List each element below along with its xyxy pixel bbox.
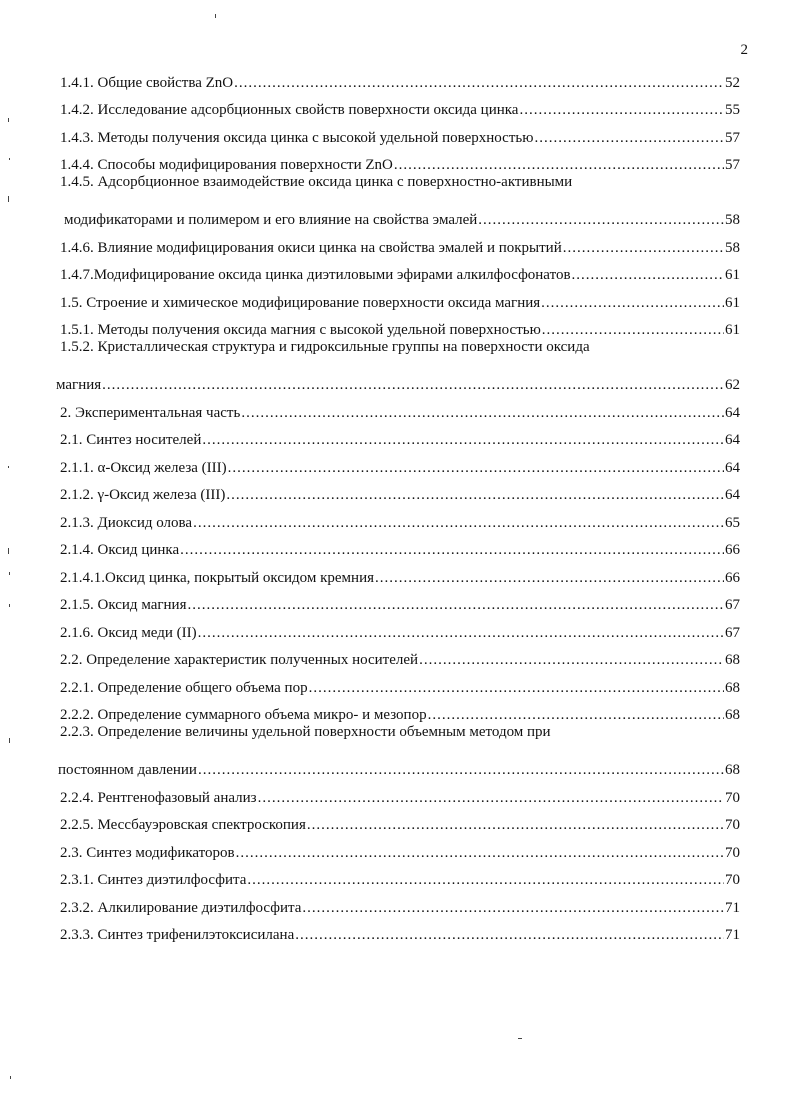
toc-entry-continued [60,339,740,367]
toc-entry-page: 57 [725,129,740,146]
toc-entry-title: 2.1.5. Оксид магния [60,597,187,613]
toc-entry-page: 67 [725,597,740,613]
toc-entry-page: 57 [725,157,740,173]
toc-entry [60,642,740,670]
scan-speck [8,466,9,468]
toc-entry-title: 2.1.6. Оксид меди (II) [60,624,197,641]
toc-entry-continued [60,174,740,202]
toc-entry-title: 1.5. Строение и химическое модифицирование поверхности оксида магния [60,294,541,311]
toc-entry-title: 2.1.4.1.Оксид цинка, покрытый оксидом кремния [60,569,374,586]
scan-speck [9,604,10,607]
toc-entry [60,449,740,477]
toc-entry [60,229,740,257]
toc-entry-title: 2.3.3. Синтез трифенилэтоксисилана [60,927,295,943]
toc-entry-title: 2.3. Синтез модификаторов [60,844,235,861]
toc-entry-page: 62 [725,377,740,393]
toc-entry [60,119,740,147]
toc-entry-title: модификаторами и полимером и его влияние на свойства эмалей [64,212,478,228]
toc-entry [60,559,740,587]
scan-speck [8,548,9,554]
toc-entry [60,92,740,120]
toc-leader [542,322,724,339]
toc-entry [60,312,740,340]
toc-entry [60,917,740,945]
page-number: 2 [740,42,748,58]
toc-entry [58,752,740,780]
toc-entry-page: 71 [725,927,740,943]
toc-entry [60,257,740,285]
toc-entry-title: 2.1.3. Диоксид олова [60,514,193,531]
toc-entry [60,834,740,862]
toc-entry-page: 68 [725,652,740,668]
toc-entry-title: 2.2. Определение характеристик полученных носителей [60,652,419,668]
toc-entry [60,422,740,450]
toc-entry-page: 52 [725,74,740,91]
toc-entry [60,862,740,890]
toc-entry-title: 1.4.4. Способы модифицирования поверхности ZnO [60,157,393,173]
toc-entry-title: 2.2.4. Рентгенофазовый анализ [60,789,257,806]
toc-leader [295,927,724,944]
toc-entry-title: 1.4.2. Исследование адсорбционных свойств поверхности оксида цинка [60,102,519,118]
toc-entry-page: 64 [725,432,740,448]
toc-entry-page: 71 [725,899,740,916]
toc-entry [60,394,740,422]
toc-entry-page: 58 [725,239,740,256]
toc-leader [241,405,724,422]
toc-entry-title: 2.2.3. Определение величины удельной поверхности объемным методом при [60,724,551,740]
toc-entry-page: 70 [725,844,740,861]
toc-entry [60,64,740,92]
toc-entry-title: 1.4.3. Методы получения оксида цинка с высокой удельной поверхностью [60,129,534,146]
toc-leader [419,652,724,669]
toc-leader [309,680,724,697]
toc-leader [307,817,724,834]
toc-entry-title: 1.5.2. Кристаллическая структура и гидроксильные группы на поверхности оксида [60,339,590,355]
toc-entry-title: 2.3.1. Синтез диэтилфосфита [60,872,247,888]
toc-leader [541,295,724,312]
toc-entry-title: магния [56,377,102,393]
toc-entry-page: 64 [725,404,740,421]
toc-entry-page: 65 [725,514,740,531]
toc-entry-page: 70 [725,872,740,888]
scan-speck [9,572,10,575]
toc-entry [60,202,740,230]
toc-leader [478,212,724,229]
toc-entry-title: 1.4.7.Модифицирование оксида цинка диэтиловыми эфирами алкилфосфонатов [60,267,571,283]
scan-speck [9,158,10,160]
toc-entry-title: 2.1.2. γ-Оксид железа (III) [60,487,226,503]
toc-entry-page: 64 [725,459,740,476]
toc-entry-title: 1.4.1. Общие свойства ZnO [60,74,234,91]
toc-leader [572,267,724,284]
toc-entry-page: 68 [725,762,740,778]
toc-entry [60,807,740,835]
toc-entry-title: 2.1.4. Оксид цинка [60,542,180,558]
toc-entry [60,147,740,175]
toc-leader [258,790,724,807]
toc-leader [187,597,724,614]
scan-speck [8,118,9,122]
scan-speck [215,14,216,18]
table-of-contents [56,64,740,944]
toc-entry-title: 2.2.2. Определение суммарного объема микро- и мезопор [60,707,427,723]
toc-entry-title: 2.1.1. α-Оксид железа (III) [60,459,227,476]
toc-leader [236,845,724,862]
toc-entry-continued [60,724,740,752]
toc-entry-title: 2.3.2. Алкилирование диэтилфосфита [60,899,302,916]
toc-entry-page: 61 [725,322,740,338]
toc-entry-page: 58 [725,212,740,228]
toc-leader [534,130,724,147]
toc-leader [428,707,724,724]
toc-entry-title: 2. Экспериментальная часть [60,404,241,421]
toc-leader [247,872,724,889]
toc-entry [60,284,740,312]
toc-entry-page: 61 [725,294,740,311]
toc-leader [198,625,724,642]
toc-entry-page: 66 [725,542,740,558]
toc-entry-title: 1.4.5. Адсорбционное взаимодействие оксида цинка с поверхностно-активными [60,174,573,190]
toc-leader [563,240,724,257]
scan-speck [9,738,10,743]
toc-leader [193,515,724,532]
toc-entry-page: 70 [725,789,740,806]
toc-entry-page: 64 [725,487,740,503]
scan-speck [8,196,9,202]
toc-entry-page: 67 [725,624,740,641]
toc-entry-title: 2.1. Синтез носителей [60,432,202,448]
toc-leader [226,487,724,504]
toc-entry [60,532,740,560]
toc-entry [60,587,740,615]
toc-leader [202,432,724,449]
scan-speck [518,1038,522,1039]
toc-entry [56,367,740,395]
toc-entry [60,614,740,642]
toc-entry-page: 61 [725,267,740,283]
toc-leader [375,570,724,587]
toc-entry-page: 55 [725,102,740,118]
scan-speck [10,1076,11,1079]
toc-leader [180,542,724,559]
toc-entry-page: 70 [725,817,740,833]
toc-entry [60,697,740,725]
toc-entry-title: 2.2.1. Определение общего объема пор [60,679,308,696]
toc-entry-page: 68 [725,707,740,723]
toc-leader [234,75,724,92]
toc-leader [102,377,724,394]
toc-entry-page: 66 [725,569,740,586]
toc-leader [228,460,724,477]
toc-entry [60,669,740,697]
toc-entry-title: 1.5.1. Методы получения оксида магния с высокой удельной поверхностью [60,322,541,338]
toc-entry [60,504,740,532]
toc-entry [60,477,740,505]
toc-leader [394,157,724,174]
toc-entry-title: 1.4.6. Влияние модифицирования окиси цинка на свойства эмалей и покрытий [60,239,562,256]
toc-leader [519,102,724,119]
toc-entry [60,889,740,917]
toc-entry-page: 68 [725,679,740,696]
toc-entry-title: 2.2.5. Мессбауэровская спектроскопия [60,817,306,833]
toc-leader [198,762,724,779]
toc-leader [302,900,724,917]
toc-entry-title: постоянном давлении [58,762,197,778]
toc-entry [60,779,740,807]
